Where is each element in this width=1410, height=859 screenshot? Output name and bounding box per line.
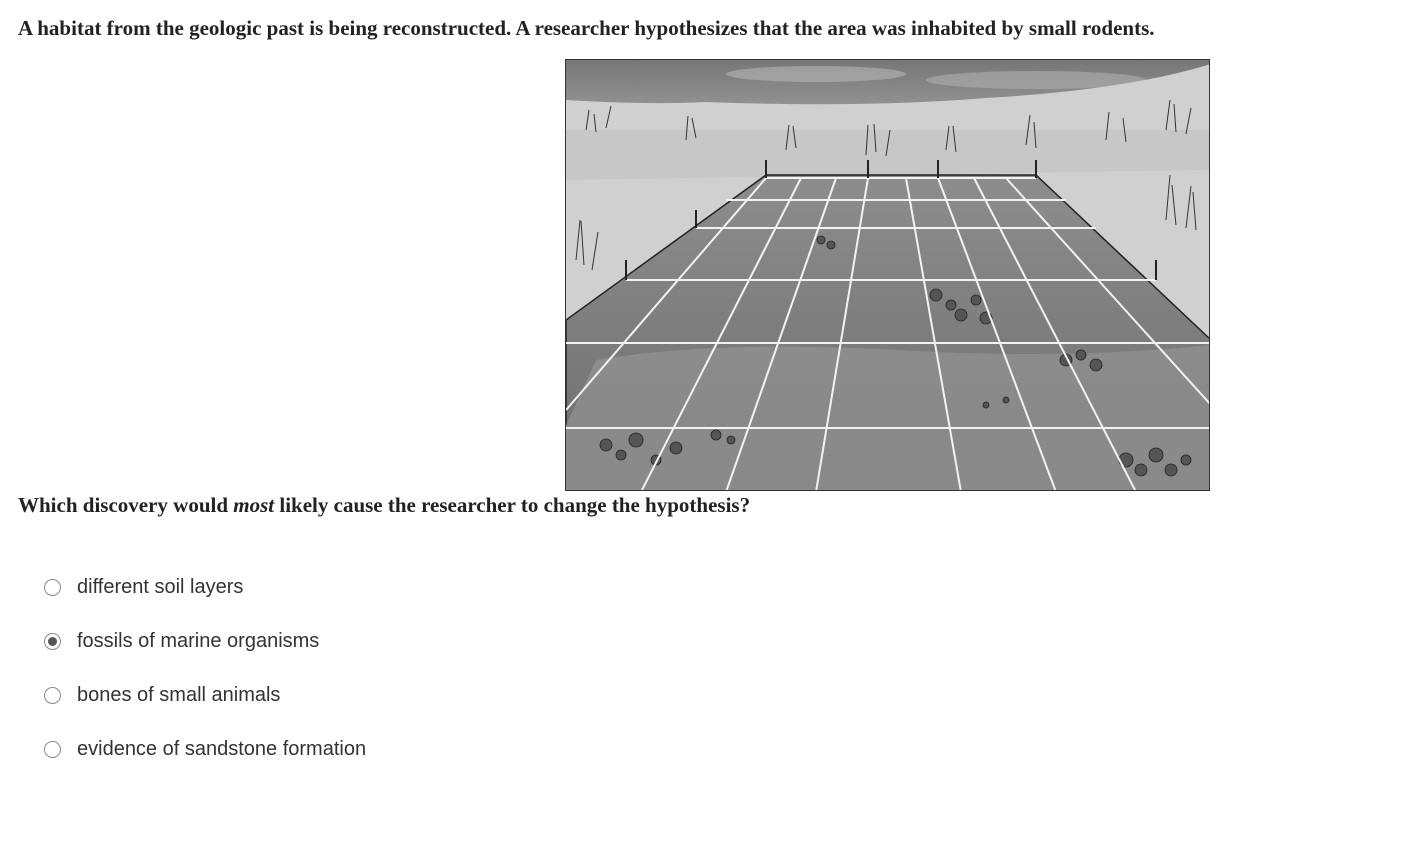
question-stem: A habitat from the geologic past is being reconstructed. A researcher hypothesizes that the area was inhabited by small rodents. (18, 16, 1155, 40)
choice-3[interactable] (44, 668, 366, 722)
choice-3-radio[interactable] (44, 687, 61, 704)
choice-1[interactable] (44, 560, 366, 614)
choice-4-radio[interactable] (44, 741, 61, 758)
choice-2-radio[interactable] (44, 633, 61, 650)
choice-1-radio[interactable] (44, 579, 61, 596)
question-prompt-part-2: likely cause the researcher to change the hypothesis? (274, 493, 751, 517)
choice-2-label: fossils of marine organisms (77, 629, 320, 652)
choice-2[interactable] (44, 614, 366, 668)
excavation-site-illustration (565, 59, 1210, 491)
choice-4[interactable] (44, 722, 366, 776)
question-prompt (18, 493, 750, 518)
question-prompt-part-1: Which discovery would (18, 493, 234, 517)
question-emphasis: most (233, 493, 275, 517)
choice-4-label: evidence of sandstone formation (77, 737, 367, 760)
choice-1-label: different soil layers (77, 575, 244, 598)
choice-3-label: bones of small animals (77, 683, 281, 706)
answer-choices (44, 560, 366, 776)
